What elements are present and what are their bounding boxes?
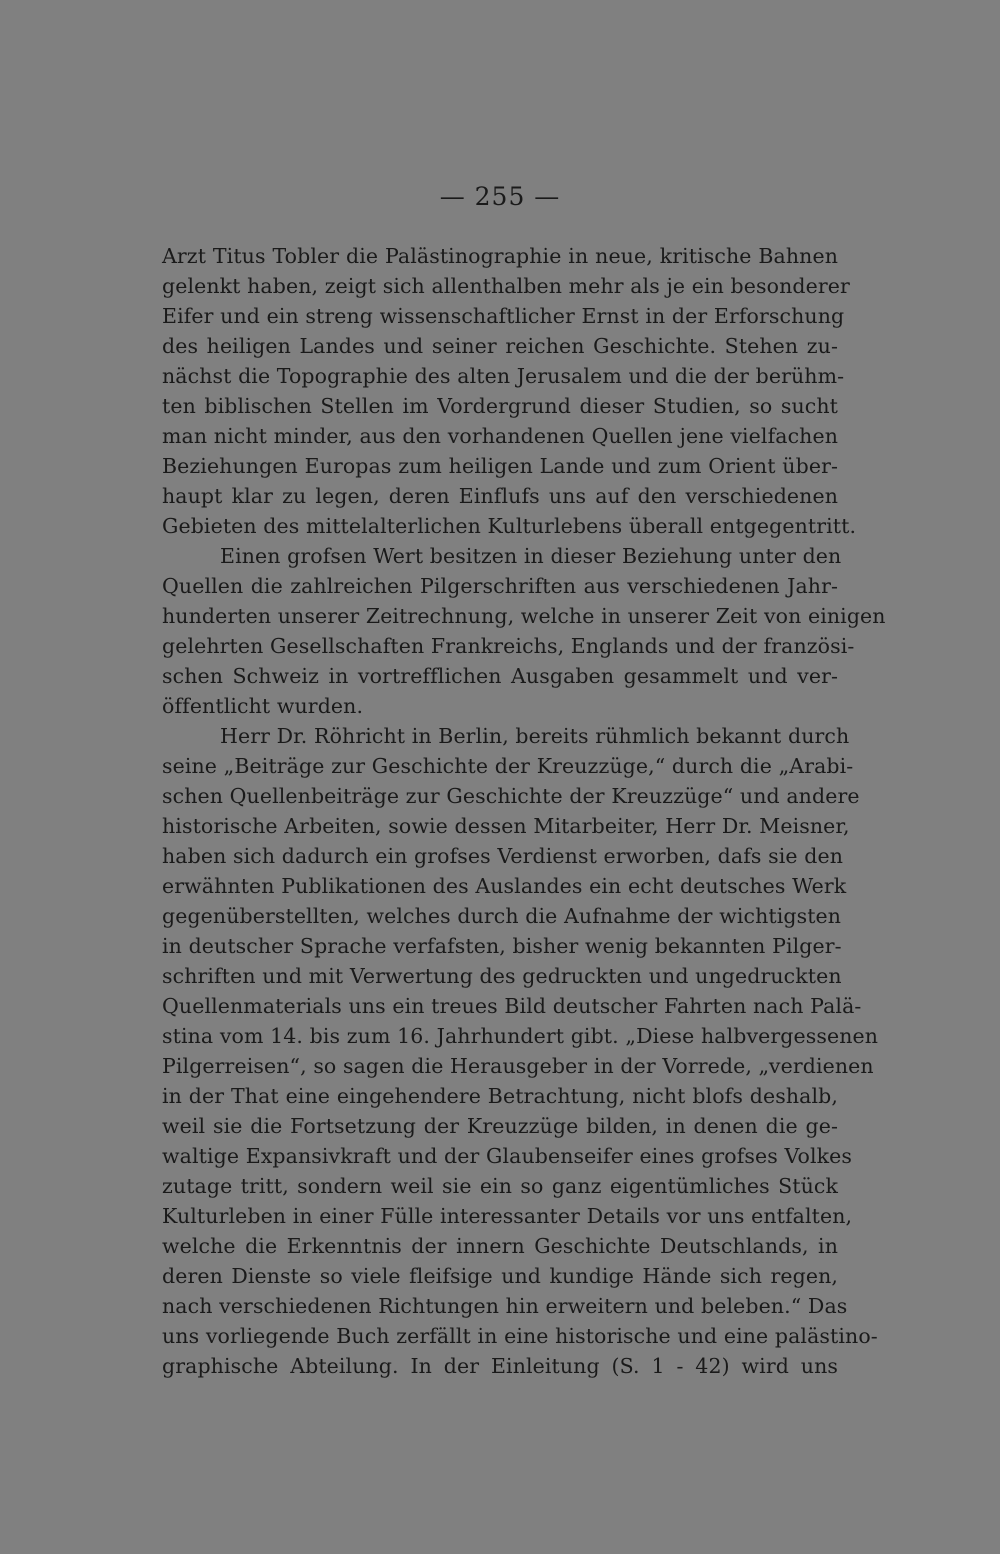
text-line: gelenkt haben, zeigt sich allenthalben mehr als je ein besonderer (162, 274, 850, 298)
text-line: des heiligen Landes und seiner reichen Geschichte. Stehen zu- (162, 334, 838, 358)
text-line: gegenüberstellten, welches durch die Aufnahme der wichtigsten (162, 904, 842, 928)
text-line: schen Schweiz in vortrefflichen Ausgaben gesammelt und ver- (162, 664, 838, 688)
text-line: Quellen die zahlreichen Pilgerschriften aus verschiedenen Jahr- (162, 574, 838, 598)
text-line: stina vom 14. bis zum 16. Jahrhundert gibt. „Diese halbvergessenen (162, 1024, 879, 1048)
text-line: haupt klar zu legen, deren Einflufs uns auf den verschiedenen (162, 484, 838, 508)
text-line: Beziehungen Europas zum heiligen Lande und zum Orient über- (162, 454, 838, 478)
paragraph-start-line: Herr Dr. Röhricht in Berlin, bereits rühmlich bekannt durch (220, 724, 850, 748)
text-line: waltige Expansivkraft und der Glaubenseifer eines grofses Volkes (162, 1144, 852, 1168)
page-number: — 255 — (439, 182, 561, 211)
paragraph-start-line: Einen grofsen Wert besitzen in dieser Beziehung unter den (220, 544, 842, 568)
text-line: ten biblischen Stellen im Vordergrund dieser Studien, so sucht (162, 394, 838, 418)
text-line: Arzt Titus Tobler die Palästinographie in neue, kritische Bahnen (162, 244, 838, 268)
text-line: schriften und mit Verwertung des gedruckten und ungedruckten (162, 964, 842, 988)
text-line: historische Arbeiten, sowie dessen Mitarbeiter, Herr Dr. Meisner, (162, 814, 850, 838)
text-line: zutage tritt, sondern weil sie ein so ganz eigentümliches Stück (162, 1174, 838, 1198)
text-line: Gebieten des mittelalterlichen Kulturlebens überall entgegentritt. (162, 514, 857, 538)
text-line: gelehrten Gesellschaften Frankreichs, Englands und der französi- (162, 634, 855, 658)
text-line: graphische Abteilung. In der Einleitung (S. 1 - 42) wird uns (162, 1354, 838, 1378)
text-line: nach verschiedenen Richtungen hin erweitern und beleben.“ Das (162, 1294, 848, 1318)
text-line: deren Dienste so viele fleifsige und kundige Hände sich regen, (162, 1264, 838, 1288)
text-line: weil sie die Fortsetzung der Kreuzzüge bilden, in denen die ge- (162, 1114, 838, 1138)
text-line: uns vorliegende Buch zerfällt in eine historische und eine palästino- (162, 1324, 878, 1348)
text-line: öffentlicht wurden. (162, 694, 364, 718)
text-line: seine „Beiträge zur Geschichte der Kreuzzüge,“ durch die „Arabi- (162, 754, 854, 778)
body-text (162, 241, 886, 1381)
text-line: in der That eine eingehendere Betrachtung, nicht blofs deshalb, (162, 1084, 838, 1108)
text-line: nächst die Topographie des alten Jerusalem und die der berühm- (162, 364, 845, 388)
text-line: haben sich dadurch ein grofses Verdienst erworben, dafs sie den (162, 844, 843, 868)
text-line: Pilgerreisen“, so sagen die Herausgeber in der Vorrede, „verdienen (162, 1054, 874, 1078)
text-line: Eifer und ein streng wissenschaftlicher Ernst in der Erforschung (162, 304, 845, 328)
text-line: in deutscher Sprache verfafsten, bisher wenig bekannten Pilger- (162, 934, 842, 958)
text-line: schen Quellenbeiträge zur Geschichte der Kreuzzüge“ und andere (162, 784, 860, 808)
text-line: welche die Erkenntnis der innern Geschichte Deutschlands, in (162, 1234, 838, 1258)
text-line: Quellenmaterials uns ein treues Bild deutscher Fahrten nach Palä- (162, 994, 862, 1018)
text-line: man nicht minder, aus den vorhandenen Quellen jene vielfachen (162, 424, 838, 448)
text-line: erwähnten Publikationen des Auslandes ein echt deutsches Werk (162, 874, 847, 898)
text-line: Kulturleben in einer Fülle interessanter Details vor uns entfalten, (162, 1204, 853, 1228)
text-line: hunderten unserer Zeitrechnung, welche in unserer Zeit von einigen (162, 604, 886, 628)
